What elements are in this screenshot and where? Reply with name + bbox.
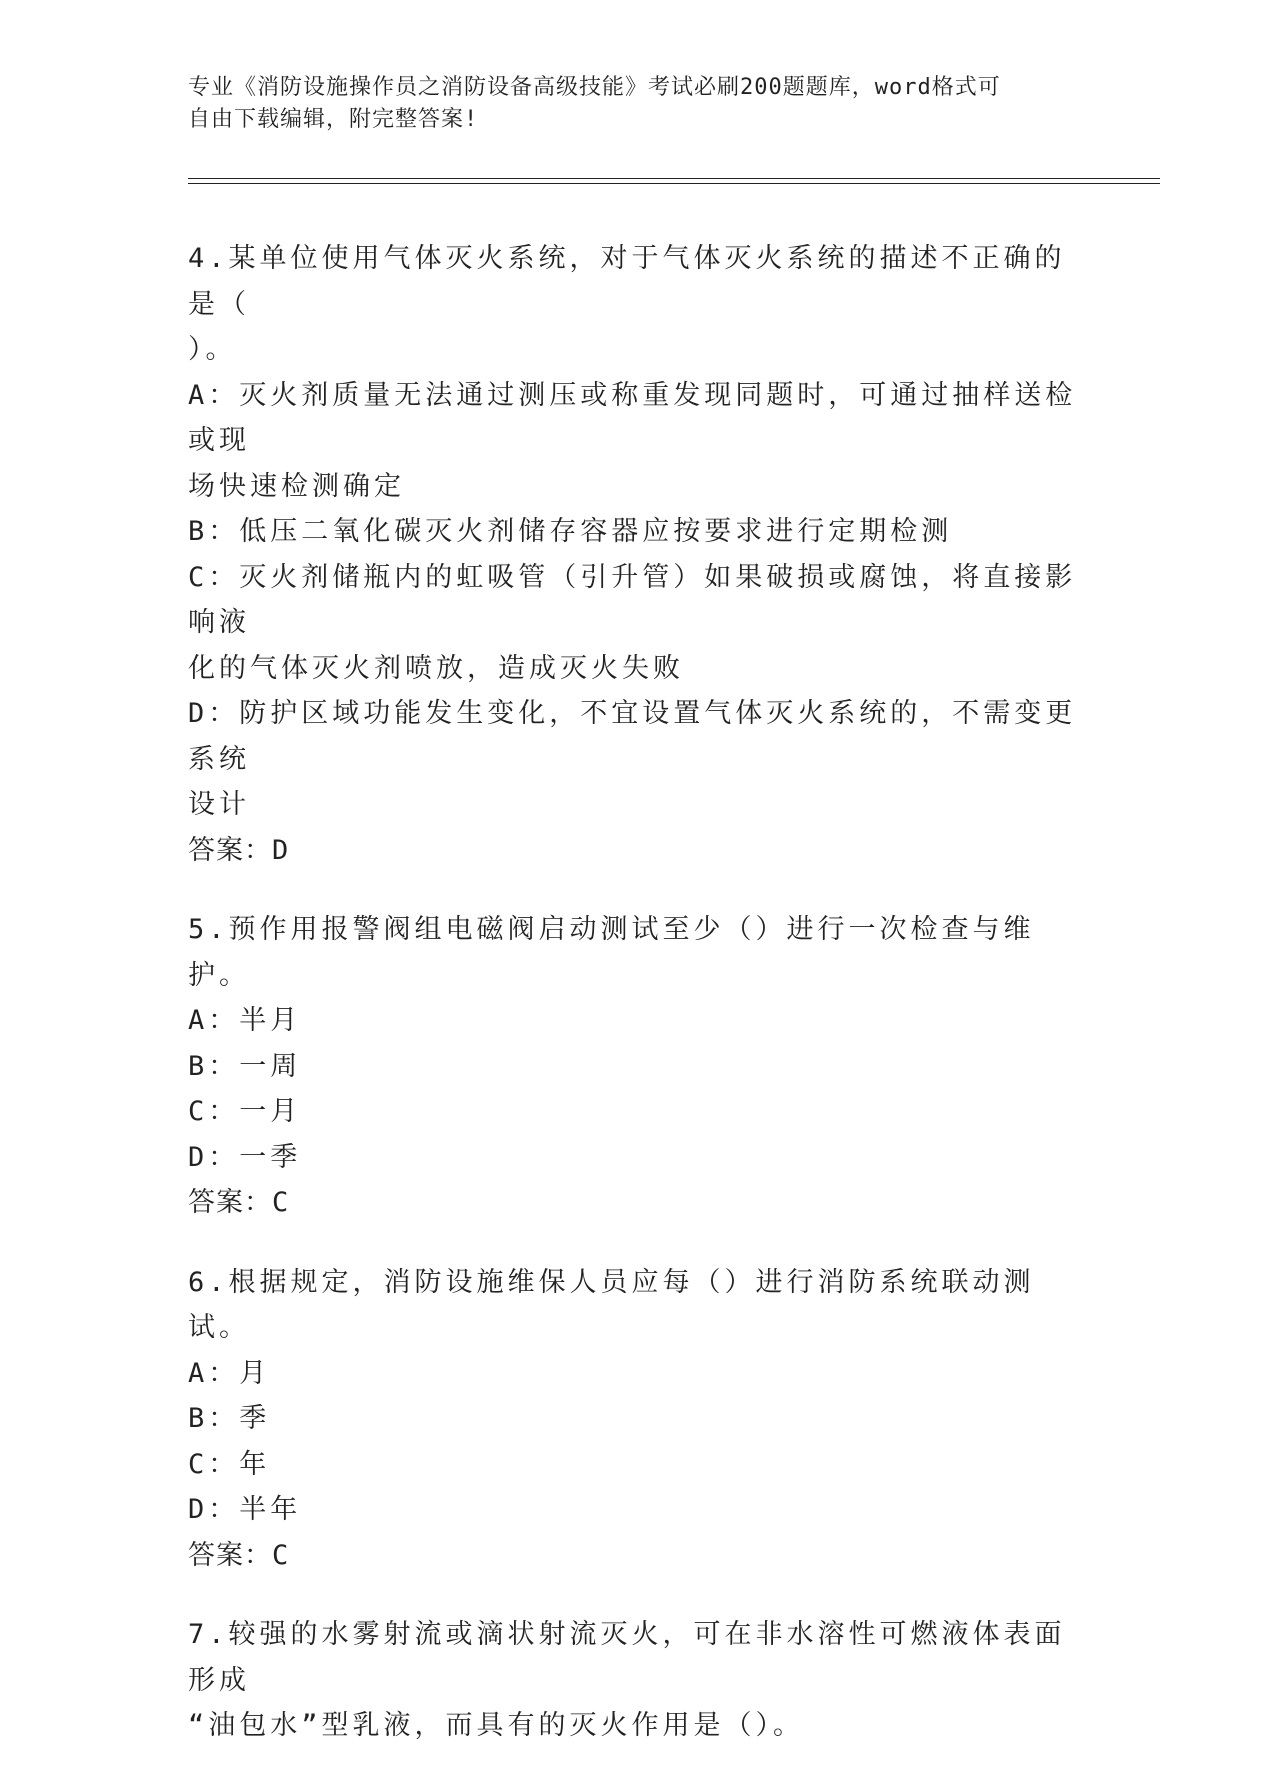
answer-line: 答案：C	[188, 1539, 290, 1571]
header-divider-bottom	[188, 183, 1160, 184]
option-c-line: C：灭火剂储瓶内的虹吸管（引升管）如果破损或腐蚀，将直接影响液	[188, 561, 1077, 638]
option-a-line: A：半月	[188, 1005, 302, 1036]
option-a-line: A：灭火剂质量无法通过测压或称重发现同题时，可通过抽样送检或现	[188, 379, 1077, 456]
option-a-line: 场快速检测确定	[188, 470, 405, 502]
option-a-line: A：月	[188, 1357, 271, 1389]
header-line-2: 自由下载编辑，附完整答案!	[188, 107, 479, 132]
answer-line: 答案：C	[188, 1187, 290, 1218]
answer-line: 答案：D	[188, 834, 290, 866]
option-d-line: D：一季	[188, 1141, 302, 1173]
option-d-line: 设计	[188, 789, 250, 820]
question-stem-line: “油包水”型乳液，而具有的灭火作用是（）。	[188, 1710, 805, 1741]
option-d-line: D：防护区域功能发生变化，不宜设置气体灭火系统的，不需变更系统	[188, 698, 1077, 775]
header-line-1: 专业《消防设施操作员之消防设备高级技能》考试必刷200题题库，word格式可	[188, 75, 1001, 100]
option-b-line: B：低压二氧化碳灭火剂储存容器应按要求进行定期检测	[188, 516, 953, 547]
document-header	[188, 72, 1068, 136]
question-4	[188, 236, 1088, 873]
header-divider-top	[188, 178, 1160, 179]
question-stem-line: 7.较强的水雾射流或滴状射流灭火，可在非水溶性可燃液体表面形成	[188, 1619, 1066, 1696]
option-c-line: 化的气体灭火剂喷放，造成灭火失败	[188, 652, 684, 684]
question-stem-line: 4.某单位使用气体灭火系统，对于气体灭火系统的描述不正确的是（	[188, 243, 1066, 320]
option-c-line: C：年	[188, 1448, 271, 1480]
question-5	[188, 907, 1088, 1226]
option-d-line: D：半年	[188, 1494, 302, 1525]
question-stem-line: ）。	[188, 334, 237, 365]
question-stem-line: 6.根据规定，消防设施维保人员应每（）进行消防系统联动测试。	[188, 1266, 1035, 1343]
option-b-line: B：季	[188, 1403, 271, 1434]
option-b-line: B：一周	[188, 1050, 302, 1082]
option-c-line: C：一月	[188, 1096, 302, 1127]
question-6	[188, 1260, 1088, 1579]
question-7	[188, 1612, 1088, 1749]
question-list	[188, 236, 1088, 1783]
question-stem-line: 5.预作用报警阀组电磁阀启动测试至少（）进行一次检查与维护。	[188, 914, 1035, 991]
